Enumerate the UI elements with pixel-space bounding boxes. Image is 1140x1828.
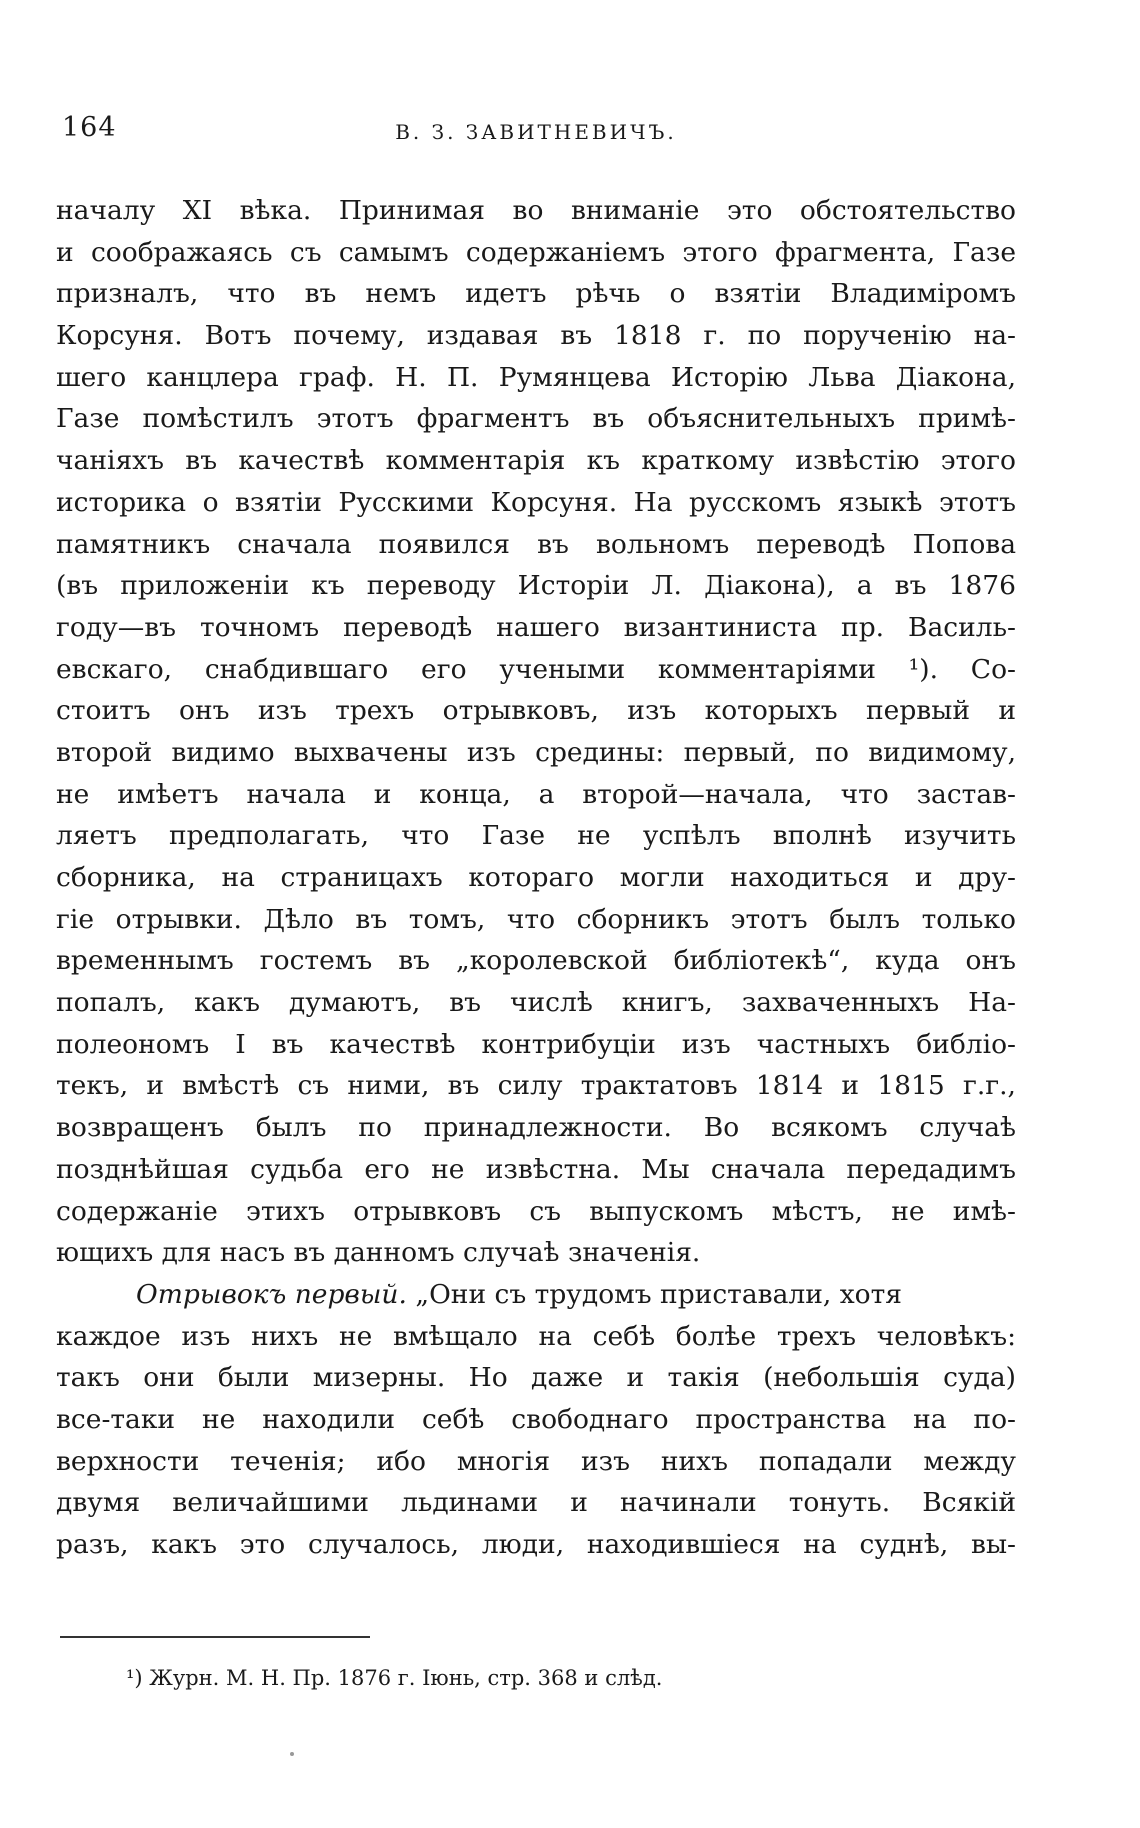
- running-head: В. З. ЗАВИТНЕВИЧЪ.: [395, 120, 677, 144]
- text-line: ляетъ предполагать, что Газе не успѣлъ вполнѣ изучить: [56, 820, 1016, 852]
- footnote-divider: [60, 1636, 370, 1638]
- page-number: 164: [62, 112, 117, 143]
- text-line: Корсуня. Вотъ почему, издавая въ 1818 г. по порученію на-: [56, 320, 1016, 352]
- text-line: попалъ, какъ думаютъ, въ числѣ книгъ, захваченныхъ На-: [56, 987, 1016, 1019]
- text-line: (въ приложеніи къ переводу Исторіи Л. Діакона), а въ 1876: [56, 570, 1016, 602]
- text-line: призналъ, что въ немъ идетъ рѣчь о взятіи Владиміромъ: [56, 278, 1016, 310]
- text-line: позднѣйшая судьба его не извѣстна. Мы сначала передадимъ: [56, 1153, 1016, 1185]
- text-line: чаніяхъ въ качествѣ комментарія къ краткому извѣстію этого: [56, 445, 1016, 477]
- text-line: второй видимо выхвачены изъ средины: первый, по видимому,: [56, 736, 1016, 768]
- text-line: временнымъ гостемъ въ „королевской библіотекѣ“, куда онъ: [56, 945, 1016, 977]
- text-line: году—въ точномъ переводѣ нашего византиниста пр. Василь-: [56, 611, 1016, 643]
- text-line: двумя величайшими льдинами и начинали тонуть. Всякій: [56, 1487, 1016, 1519]
- text-line: полеономъ I въ качествѣ контрибуціи изъ частныхъ библіо-: [56, 1028, 1016, 1060]
- text-line: ющихъ для насъ въ данномъ случаѣ значенія.: [56, 1237, 701, 1269]
- text-line: верхности теченія; ибо многія изъ нихъ попадали между: [56, 1445, 1016, 1477]
- fragment-heading: Отрывокъ первый.: [136, 1278, 407, 1310]
- text-line: и соображаясь съ самымъ содержаніемъ этого фрагмента, Газе: [56, 236, 1016, 268]
- body-text: [56, 190, 1016, 1566]
- text-line: евскаго, снабдившаго его учеными комментаріями ¹). Со-: [56, 653, 1016, 685]
- fragment-text: „Они съ трудомъ приставали, хотя: [415, 1278, 902, 1310]
- text-line: текъ, и вмѣстѣ съ ними, въ силу трактатовъ 1814 и 1815 г.г.,: [56, 1070, 1016, 1102]
- text-line: содержаніе этихъ отрывковъ съ выпускомъ мѣстъ, не имѣ-: [56, 1195, 1016, 1227]
- text-line: все-таки не находили себѣ свободнаго пространства на по-: [56, 1403, 1016, 1435]
- text-line: сборника, на страницахъ котораго могли находиться и дру-: [56, 862, 1016, 893]
- text-line: каждое изъ нихъ не вмѣщало на себѣ болѣе трехъ человѣкъ:: [56, 1320, 1016, 1352]
- text-line: стоитъ онъ изъ трехъ отрывковъ, изъ которыхъ первый и: [56, 695, 1016, 727]
- text-line: гіе отрывки. Дѣло въ томъ, что сборникъ этотъ былъ только: [56, 903, 1016, 935]
- text-line: такъ они были мизерны. Но даже и такія (небольшія суда): [56, 1362, 1016, 1394]
- print-speck: [290, 1752, 294, 1756]
- text-line: памятникъ сначала появился въ вольномъ переводѣ Попова: [56, 528, 1016, 560]
- text-line: не имѣетъ начала и конца, а второй—начала, что застав-: [56, 778, 1016, 810]
- text-line: разъ, какъ это случалось, люди, находившіеся на суднѣ, вы-: [56, 1529, 1016, 1560]
- text-line: историка о взятіи Русскими Корсуня. На русскомъ языкѣ этотъ: [56, 486, 1016, 518]
- footnote: ¹) Журн. М. Н. Пр. 1876 г. Іюнь, стр. 368 и слѣд.: [126, 1666, 663, 1690]
- text-line-fragment-heading: [56, 1274, 1016, 1316]
- page-header: [56, 112, 1016, 152]
- text-line: возвращенъ былъ по принадлежности. Во всякомъ случаѣ: [56, 1112, 1016, 1144]
- text-line: шего канцлера граф. Н. П. Румянцева Исторію Льва Діакона,: [56, 361, 1016, 393]
- text-line: началу XI вѣка. Принимая во вниманіе это обстоятельство: [56, 195, 1016, 226]
- text-line: Газе помѣстилъ этотъ фрагментъ въ объяснительныхъ примѣ-: [56, 403, 1016, 435]
